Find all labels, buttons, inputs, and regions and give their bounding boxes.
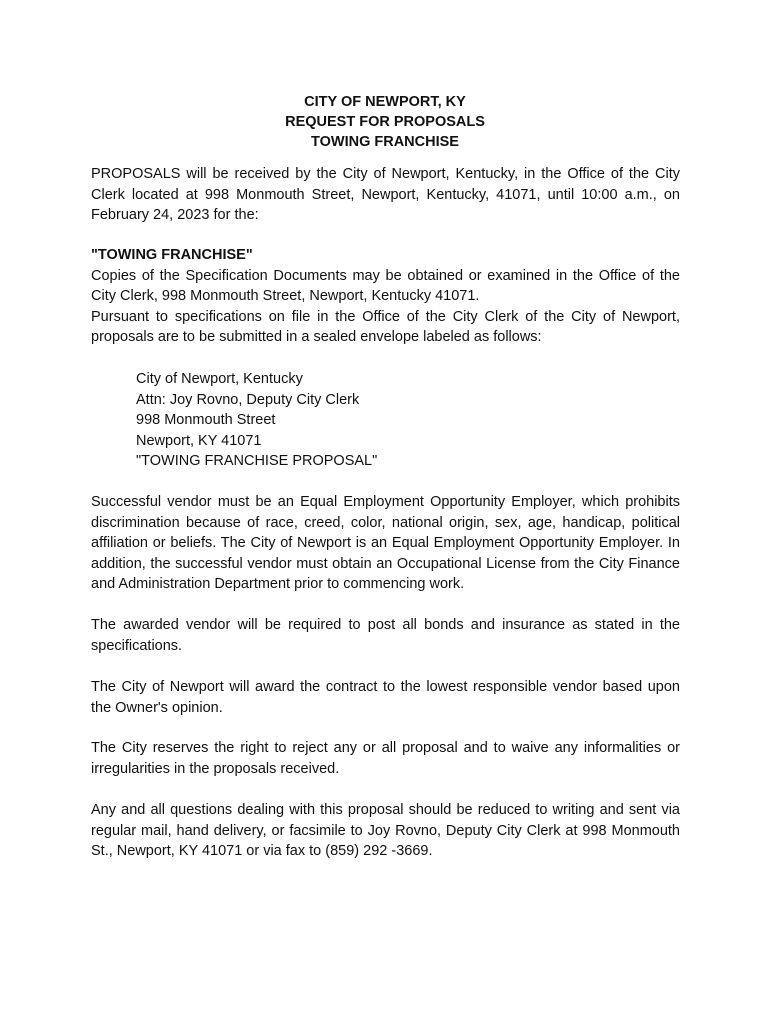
address-line: 998 Monmouth Street xyxy=(136,412,276,428)
award-paragraph: The City of Newport will award the contract to the lowest responsible vendor based upon the Owner's opinion. xyxy=(91,679,680,716)
mailing-address xyxy=(136,369,377,472)
address-line: "TOWING FRANCHISE PROPOSAL" xyxy=(136,453,378,469)
address-line: City of Newport, Kentucky xyxy=(136,371,303,387)
intro-paragraph: PROPOSALS will be received by the City of Newport, Kentucky, in the Office of the City Clerk located at 998 Monmouth Street, Newport, Kentucky, 41071, until 10:00 a.m., on February 24, 2023 for the: xyxy=(91,166,680,223)
bonds-paragraph: The awarded vendor will be required to post all bonds and insurance as stated in the specifications. xyxy=(91,617,680,654)
header-request: REQUEST FOR PROPOSALS xyxy=(285,114,485,130)
copies-paragraph: Copies of the Specification Documents may be obtained or examined in the Office of the City Clerk, 998 Monmouth Street, Newport, Kentucky 41071. xyxy=(91,267,680,304)
document-header xyxy=(0,92,770,152)
eeo-paragraph: Successful vendor must be an Equal Employment Opportunity Employer, which prohibits discrimination because of race, creed, color, national origin, sex, age, handicap, political affiliation or beliefs. The City of Newport is an Equal Employment Opportunity Employer. In addition, the successful vendor must obtain an Occupational License from the City Finance and Administration Department prior to commencing work. xyxy=(91,494,680,592)
header-city: CITY OF NEWPORT, KY xyxy=(304,94,466,110)
header-title: TOWING FRANCHISE xyxy=(311,134,459,150)
reserve-paragraph: The City reserves the right to reject any or all proposal and to waive any informalities or irregularities in the proposals received. xyxy=(91,740,680,777)
pursuant-paragraph: Pursuant to specifications on file in the Office of the City Clerk of the City of Newport, proposals are to be submitted in a sealed envelope labeled as follows: xyxy=(91,308,680,345)
address-line: Attn: Joy Rovno, Deputy City Clerk xyxy=(136,391,360,408)
questions-paragraph: Any and all questions dealing with this proposal should be reduced to writing and sent via regular mail, hand delivery, or facsimile to Joy Rovno, Deputy City Clerk at 998 Monmouth St., Newport, KY 41071 or via fax to (859) 292 -3669. xyxy=(91,802,680,859)
address-line: Newport, KY 41071 xyxy=(136,432,262,449)
franchise-section xyxy=(91,245,680,348)
franchise-heading: "TOWING FRANCHISE" xyxy=(91,247,253,263)
